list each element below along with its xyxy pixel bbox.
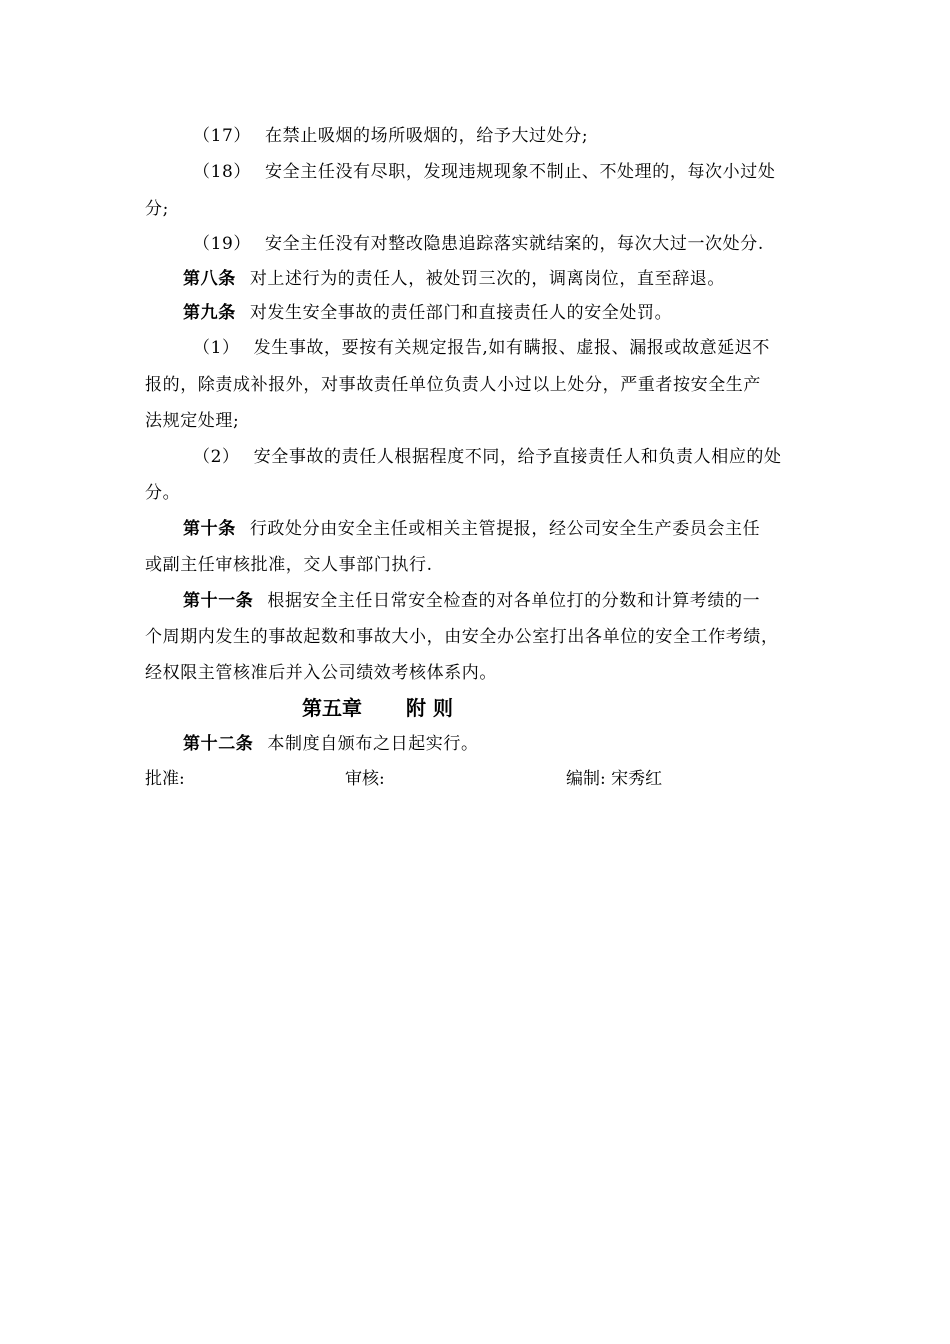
article-10-line-2: 或副主任审核批准，交人事部门执行. [145, 555, 433, 575]
article-label: 第九条 [183, 303, 236, 323]
approve-label: 批准: [145, 769, 185, 789]
article-12 [183, 732, 479, 756]
item-text: 安全主任没有对整改隐患追踪落实就结案的，每次大过一次处分. [265, 234, 764, 254]
article-9-item-2-line-2: 分。 [145, 483, 181, 503]
article-text: 本制度自颁布之日起实行。 [267, 734, 479, 754]
article-text: 对发生安全事故的责任部门和直接责任人的安全处罚。 [249, 303, 673, 323]
article-11 [183, 589, 760, 613]
item-number: （17） [193, 126, 252, 146]
item-17 [193, 124, 588, 148]
article-text: 根据安全主任日常安全检查的对各单位打的分数和计算考绩的一 [267, 591, 761, 611]
article-text: 行政处分由安全主任或相关主管提报，经公司安全生产委员会主任 [249, 519, 761, 539]
article-11-line-3: 经权限主管核准后并入公司绩效考核体系内。 [145, 663, 497, 683]
chapter-heading [302, 695, 453, 721]
item-18-continuation: 分; [145, 199, 169, 219]
item-text: 在禁止吸烟的场所吸烟的，给予大过处分; [265, 126, 589, 146]
item-text: 安全事故的责任人根据程度不同，给予直接责任人和负责人相应的处 [253, 447, 782, 467]
article-11-line-2: 个周期内发生的事故起数和事故大小，由安全办公室打出各单位的安全工作考绩， [145, 627, 779, 647]
article-9-item-1-line-2: 报的，除责成补报外，对事故责任单位负责人小过以上处分，严重者按安全生产 [145, 375, 761, 395]
article-label: 第十条 [183, 519, 236, 539]
article-9-item-2 [193, 445, 782, 469]
item-text: 安全主任没有尽职，发现违规现象不制止、不处理的，每次小过处 [265, 162, 776, 182]
article-label: 第十二条 [183, 734, 254, 754]
article-9-item-1-line-3: 法规定处理; [145, 411, 240, 431]
item-19 [193, 232, 764, 256]
article-10 [183, 517, 760, 541]
item-number: （1） [193, 338, 240, 358]
article-label: 第八条 [183, 269, 236, 289]
article-9 [183, 301, 672, 325]
chapter-number: 第五章 [302, 696, 362, 720]
prepare-label: 编制: 宋秀红 [566, 769, 663, 789]
chapter-title: 附 则 [406, 696, 453, 720]
item-number: （2） [193, 447, 240, 467]
article-8 [183, 267, 725, 291]
article-9-item-1 [193, 336, 770, 360]
article-label: 第十一条 [183, 591, 254, 611]
item-text: 发生事故，要按有关规定报告,如有瞒报、虚报、漏报或故意延迟不 [253, 338, 771, 358]
item-number: （19） [193, 234, 252, 254]
article-text: 对上述行为的责任人，被处罚三次的，调离岗位，直至辞退。 [249, 269, 726, 289]
item-18 [193, 160, 775, 184]
review-label: 审核: [345, 769, 385, 789]
item-number: （18） [193, 162, 252, 182]
